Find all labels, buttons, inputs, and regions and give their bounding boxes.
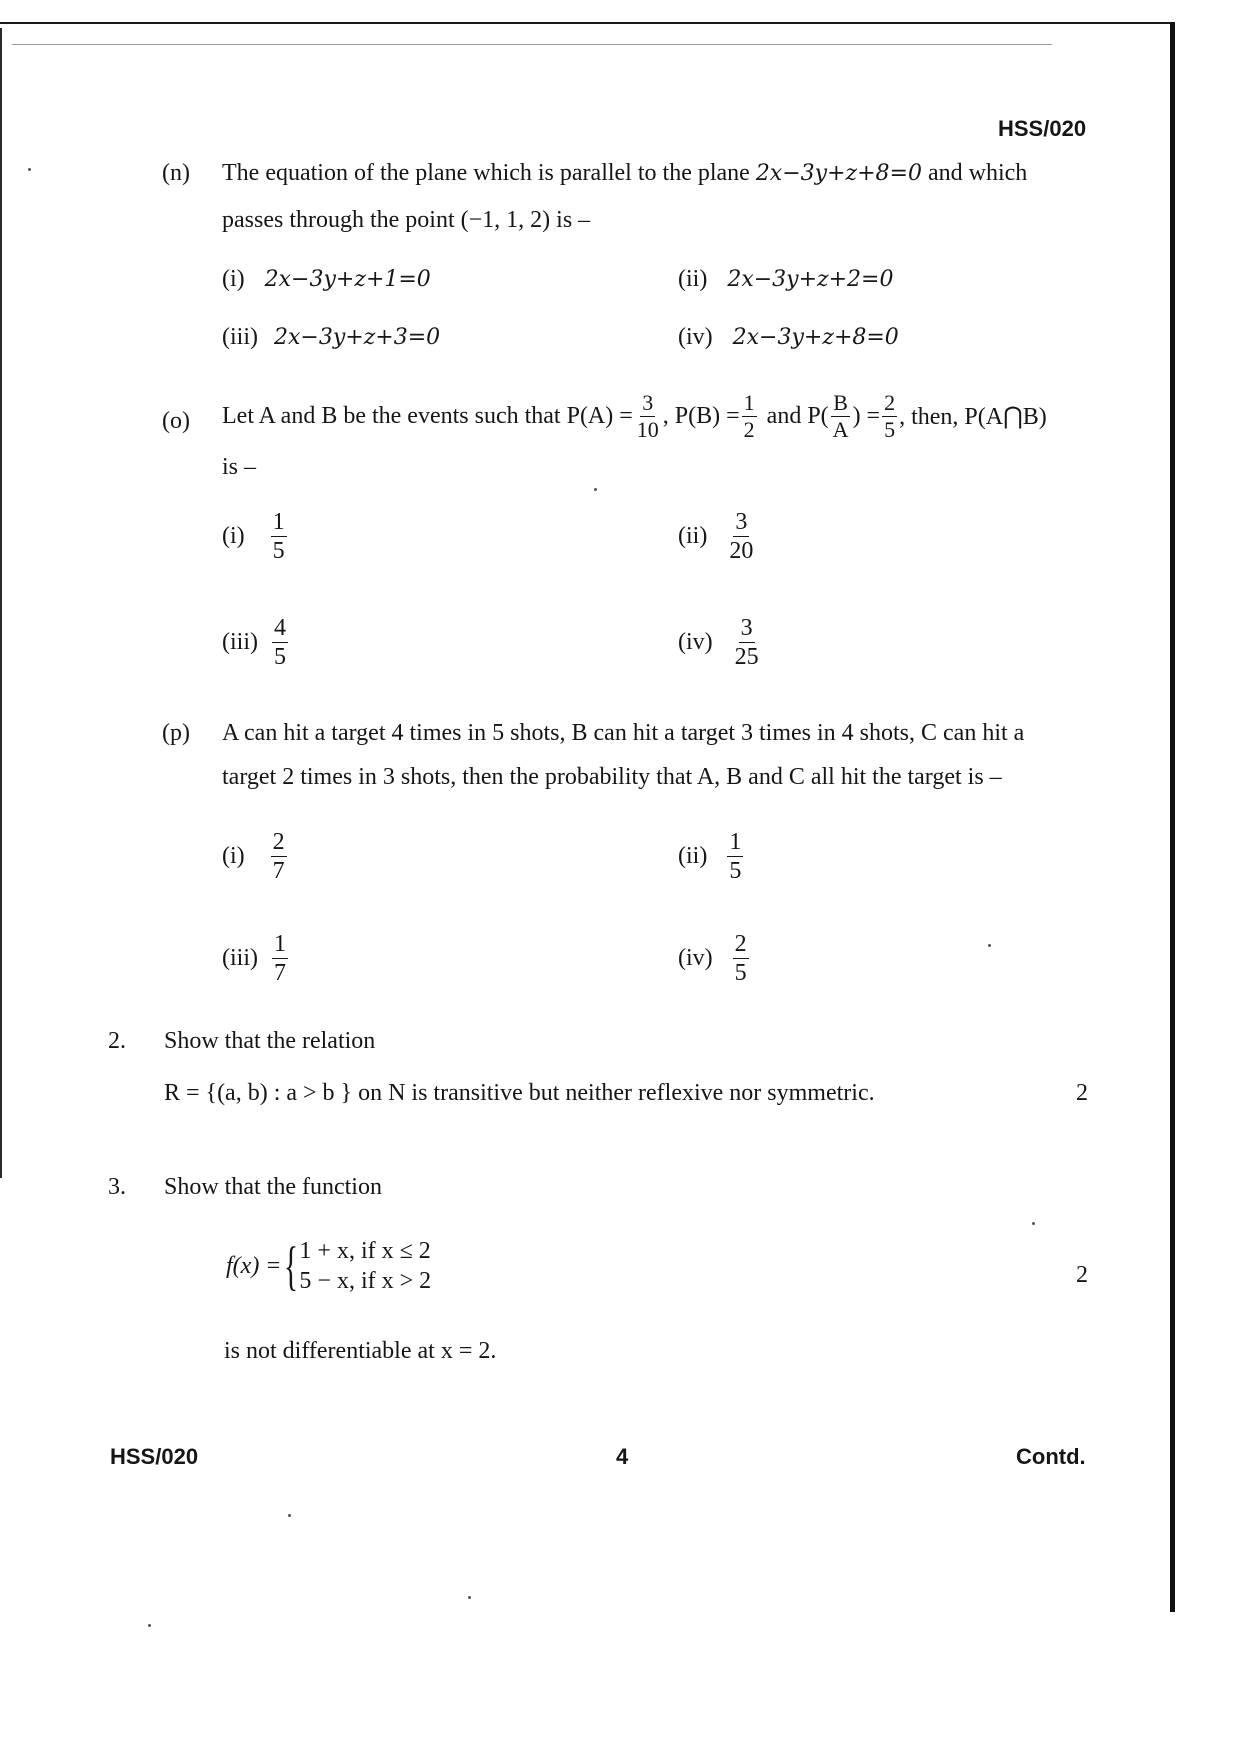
- q-p-option-iv: [678, 932, 751, 985]
- q-p-option-ii: [678, 830, 745, 883]
- fraction-pc: $\frac{2}{5}$: [884, 390, 896, 442]
- function-name: f(x) =: [226, 1252, 282, 1279]
- q-n-option-iii: [222, 324, 440, 351]
- case-1: 1 + x, if x ≤ 2: [299, 1238, 431, 1264]
- q-n-equation: 2x−3y+z+8=0: [755, 161, 922, 186]
- scan-speck: [1032, 1222, 1035, 1225]
- q3-number: 3.: [108, 1174, 126, 1200]
- q-p-label: (p): [162, 720, 190, 746]
- option-fraction: $\frac{2}{5}$: [734, 931, 747, 986]
- option-fraction: $\frac{2}{7}$: [272, 829, 285, 884]
- option-value: 2x−3y+z+1=0: [264, 267, 431, 292]
- option-label: (ii): [678, 523, 708, 549]
- option-value: 2x−3y+z+8=0: [732, 325, 899, 350]
- q-n-option-ii: [678, 266, 893, 293]
- page-border-right: [1170, 22, 1175, 1612]
- option-fraction: $\frac{4}{5}$: [274, 615, 286, 670]
- q-o-text2: , P(B) =: [662, 403, 740, 429]
- page-border-top: [0, 22, 1172, 24]
- scan-speck: [148, 1624, 151, 1627]
- q-p-option-iii: [222, 932, 290, 985]
- q-o-option-ii: [678, 510, 757, 563]
- q-o-text3: and P(: [766, 403, 829, 429]
- q3-marks: 2: [1076, 1262, 1088, 1288]
- q-o-option-i: [222, 510, 289, 563]
- page-border-top-inner: [12, 44, 1052, 45]
- option-label: (i): [222, 266, 245, 292]
- page-number: 4: [616, 1444, 629, 1469]
- page-border-left: [0, 28, 2, 1178]
- q-p-text-line1: A can hit a target 4 times in 5 shots, B can hit a target 3 times in 4 shots, C can hit a: [222, 720, 1025, 746]
- fraction-pa: $\frac{3}{10}$: [636, 390, 659, 442]
- q2-text-line2: R = {(a, b) : a > b } on N is transitive but neither reflexive nor symmetric.: [164, 1080, 875, 1106]
- q-o-label: (o): [162, 408, 190, 434]
- scan-speck: [594, 488, 597, 491]
- option-label: (iv): [678, 629, 713, 655]
- q-n-text2: and which: [927, 160, 1028, 186]
- q-p-text-line2: target 2 times in 3 shots, then the probability that A, B and C all hit the target is –: [222, 764, 1002, 790]
- q-n-text-line1: [222, 160, 1027, 187]
- case-2: 5 − x, if x > 2: [299, 1268, 432, 1294]
- scan-speck: [28, 168, 31, 171]
- q-n-option-i: [222, 266, 431, 293]
- scan-speck: [988, 944, 991, 947]
- q-n-text1: The equation of the plane which is parallel to the plane: [222, 160, 750, 186]
- q2-marks: 2: [1076, 1080, 1088, 1106]
- fraction-pb: $\frac{1}{2}$: [743, 390, 755, 442]
- option-value: 2x−3y+z+3=0: [274, 325, 441, 350]
- option-fraction: $\frac{3}{25}$: [734, 615, 759, 670]
- option-label: (iv): [678, 324, 713, 350]
- footer-contd: Contd.: [1016, 1444, 1086, 1469]
- q-o-text5: , then, P(A⋂B): [899, 404, 1047, 430]
- function-cases: [299, 1236, 431, 1296]
- option-fraction: $\frac{1}{5}$: [729, 829, 742, 884]
- option-label: (i): [222, 523, 245, 549]
- option-label: (iii): [222, 945, 258, 971]
- q3-text-line1: Show that the function: [164, 1174, 382, 1200]
- fraction-conditional: $\frac{B}{A}$: [832, 390, 849, 442]
- q-o-text1: Let A and B be the events such that P(A) =: [222, 403, 633, 429]
- q-o-text-line2: is –: [222, 454, 257, 480]
- q-o-option-iv: [678, 616, 763, 669]
- scan-speck: [288, 1514, 291, 1517]
- q2-text-line1: Show that the relation: [164, 1028, 376, 1054]
- option-label: (ii): [678, 266, 708, 292]
- q-o-text4: ) =: [852, 403, 881, 429]
- q3-piecewise-function: [226, 1236, 431, 1296]
- left-brace: {: [283, 1236, 298, 1296]
- q-n-option-iv: [678, 324, 899, 351]
- q-p-option-i: [222, 830, 289, 883]
- q2-number: 2.: [108, 1028, 126, 1054]
- footer-code: HSS/020: [110, 1444, 199, 1469]
- header-code: HSS/020: [998, 116, 1087, 141]
- q-n-text-line2: passes through the point (−1, 1, 2) is –: [222, 207, 591, 233]
- scan-speck: [468, 1596, 471, 1599]
- option-label: (iii): [222, 324, 258, 350]
- option-label: (iii): [222, 629, 258, 655]
- option-label: (iv): [678, 945, 713, 971]
- option-fraction: $\frac{1}{7}$: [274, 931, 286, 986]
- option-label: (i): [222, 843, 245, 869]
- q-n-label: (n): [162, 160, 190, 186]
- q-o-option-iii: [222, 616, 290, 669]
- option-value: 2x−3y+z+2=0: [727, 267, 894, 292]
- option-fraction: $\frac{1}{5}$: [272, 509, 285, 564]
- q-o-text-line1: [222, 392, 1047, 441]
- option-label: (ii): [678, 843, 708, 869]
- option-fraction: $\frac{3}{20}$: [729, 509, 754, 564]
- q3-text-line3: is not differentiable at x = 2.: [224, 1338, 497, 1364]
